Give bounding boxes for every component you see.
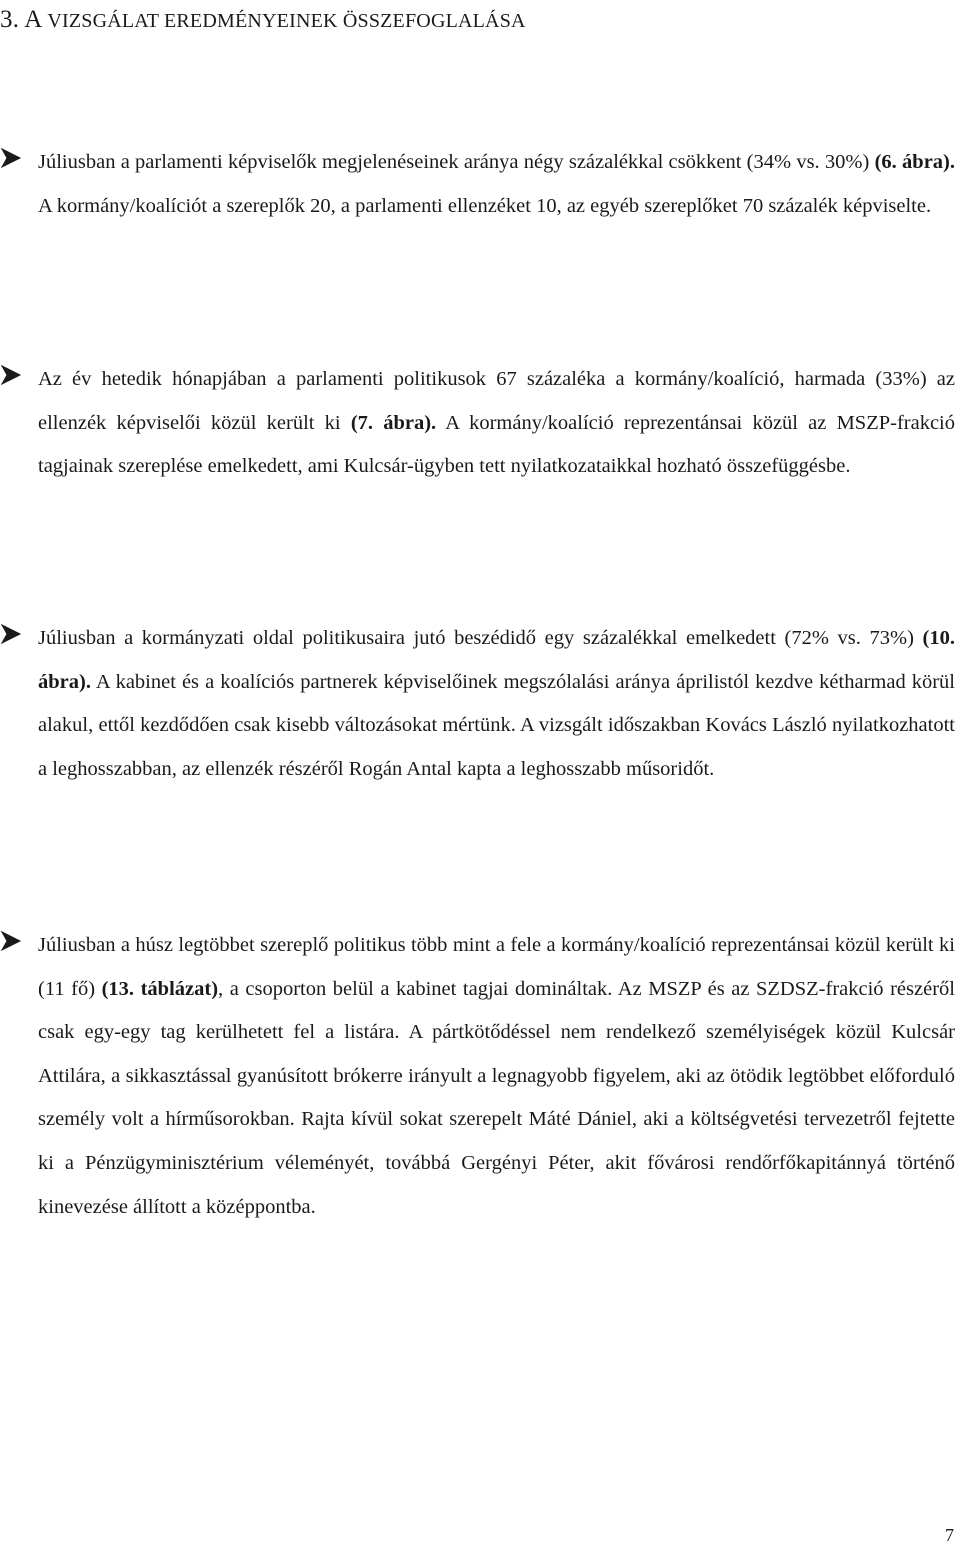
paragraph-text: A kormány/koalíciót a szereplők 20, a parlamenti ellenzéket 10, az egyéb szereplőket 70 százalék képviselte. — [38, 194, 932, 217]
heading-number: 3. — [0, 6, 25, 33]
arrowhead-bullet-icon — [0, 364, 22, 386]
paragraph-text: , a csoporton belül a kabinet tagjai domináltak. Az MSZP és az SZDSZ-frakció részéről csak egy-egy tag kerülhetett fel a listára. A pártkötődéssel nem rendelkező személyiségek közül Kulcsár Attilára, a sikkasztással gyanúsított brókerre irányult a legnagyobb figyelem, aki az ötödik legtöbbet előforduló személy volt a hírműsorokban. Rajta kívül sokat szerepelt Máté Dániel, aki a költségvetési tervezetről fejtette ki a Pénzügyminisztérium véleményét, továbbá Gergényi Péter, akit fővárosi rendőrfőkapitánnyá történő kinevezése állított a középpontba. — [38, 977, 955, 1218]
bullet-paragraph — [38, 924, 955, 1229]
paragraph-text: Az év hetedik hónapjában a parlamenti politikusok 67 százaléka a kormány/koalíció, harmada (33%) az ellenzék képviselői közül került ki — [38, 368, 955, 434]
bullet-item — [0, 617, 955, 791]
bullet-item — [0, 358, 955, 489]
heading-text: VIZSGÁLAT EREDMÉNYEINEK ÖSSZEFOGLALÁSA — [42, 10, 526, 32]
figure-reference: (7. ábra). — [350, 411, 437, 434]
table-reference: (13. táblázat) — [101, 977, 219, 1000]
figure-reference: (10. ábra). — [38, 627, 955, 693]
bullet-item — [0, 141, 955, 228]
section-heading — [0, 4, 526, 37]
paragraph-text: Júliusban a kormányzati oldal politikusaira jutó beszédidő egy százalékkal emelkedett (72% vs. 73%) — [38, 627, 923, 649]
bullet-paragraph — [38, 358, 955, 489]
bullet-item — [0, 924, 955, 1229]
heading-first-letter: A — [24, 6, 43, 33]
paragraph-text: Júliusban a húsz legtöbbet szereplő politikus több mint a fele a kormány/koalíció reprezentánsai közül került ki (11 fő) — [38, 934, 955, 1000]
bullet-paragraph — [38, 617, 955, 791]
paragraph-text: A kabinet és a koalíciós partnerek képviselőinek megszólalási aránya áprilistól kezdve kétharmad körül alakul, ettől kezdődően csak kisebb változásokat mértünk. A vizsgált időszakban Kovács László nyilatkozhatott a leghosszabban, az ellenzék részéről Rogán Antal kapta a leghosszabb műsoridőt. — [38, 670, 955, 780]
page-number: 7 — [945, 1525, 954, 1545]
paragraph-text: Júliusban a parlamenti képviselők megjelenéseinek aránya négy százalékkal csökkent (34% vs. 30%) — [38, 151, 875, 173]
arrowhead-bullet-icon — [0, 930, 22, 952]
paragraph-text: A kormány/koalíció reprezentánsai közül az MSZP-frakció tagjainak szereplése emelkedett, ami Kulcsár-ügyben tett nyilatkozataikkal hozható összefüggésbe. — [38, 411, 955, 478]
bullet-paragraph — [38, 141, 955, 228]
arrowhead-bullet-icon — [0, 147, 22, 169]
arrowhead-bullet-icon — [0, 623, 22, 645]
figure-reference: (6. ábra). — [874, 151, 955, 173]
